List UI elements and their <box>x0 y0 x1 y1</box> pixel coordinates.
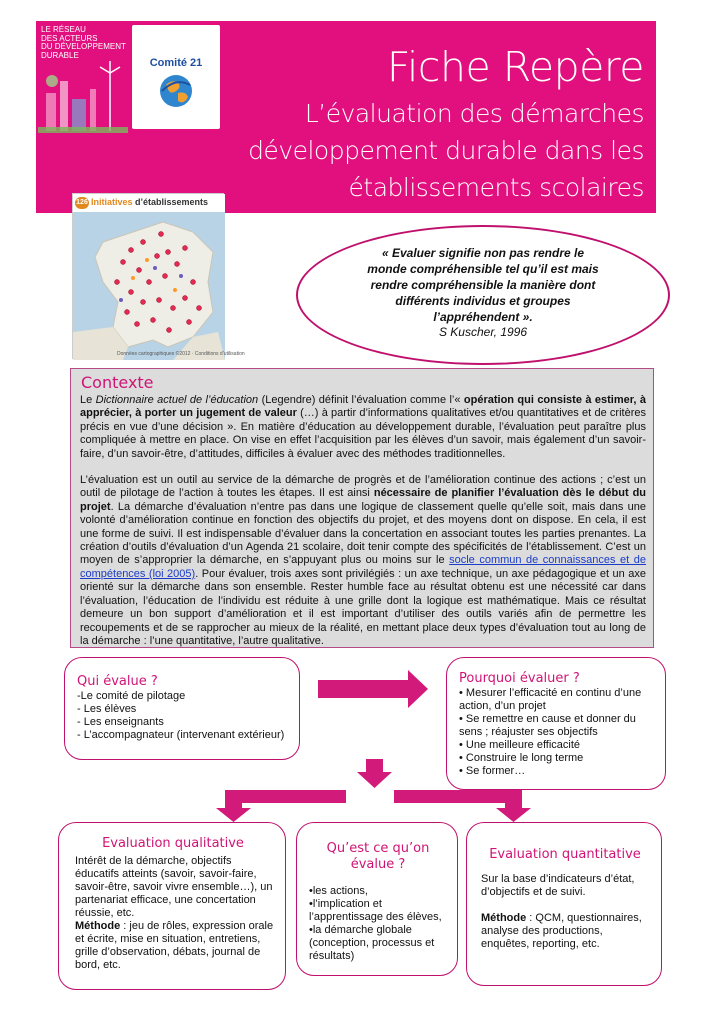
who-evaluates-box <box>64 657 300 760</box>
arrow-right-icon <box>318 670 428 708</box>
what-is-evaluated-title: Qu’est ce qu’on évalue ? <box>326 841 430 872</box>
quantitative-evaluation-body: Sur la base d’indicateurs d’état, d’objectifs et de suivi. Méthode : QCM, questionnaires, analyse des productions, enquêtes, reporting, etc. <box>481 873 642 950</box>
what-is-evaluated-box <box>296 822 458 976</box>
list-item: • Se former… <box>459 765 526 777</box>
qualitative-evaluation-box <box>58 822 286 990</box>
context-title: Contexte <box>81 373 154 392</box>
qualitative-evaluation-body: Intérêt de la démarche, objectifs éducatifs atteints (savoir, savoir-faire, savoir-être, savoir vivre ensemble…), un partenariat efficace, une concertation réussie, etc. Méthode : jeu de rôles, expression orale et écrite, mise en situation, entretiens, grille d’observation, débats, journal de bord, etc. <box>75 855 274 971</box>
list-item: - Les élèves <box>77 703 137 715</box>
map-banner-label: Initiatives d’établissements <box>91 197 209 207</box>
socle-commun-link[interactable]: socle commun de connaissances et de compétences (loi 2005) <box>80 554 646 580</box>
context-paragraph-2: L’évaluation est un outil au service de la démarche de progrès et de l’amélioration continue des actions ; c’est un outil de pilotage de l’action à toutes les étapes. Il est ainsi nécessaire de planifier l’évaluation dès le début du projet. La démarche d’évaluation n’entre pas dans une logique de classement quelle qu’elle soit, mais dans une volonté d’amélioration continue en fonction des objectifs du projet, et des moyens dont on dispose. En cela, il est une forme de suivi. Il est indispensable d’évaluer dans la concertation en associant toutes les parties prenantes. La création d’outils d’évaluation d’un Agenda 21 scolaire, doit tenir compte des spécificités de l’établissement. C’est un moyen de s’approprier la démarche, en s’appuyant plus ou moins sur le socle commun de connaissances et de compétences (loi 2005). Pour évaluer, trois axes sont privilégiés : un axe technique, un axe pédagogique et un axe orienté sur la démarche dans son ensemble. Rester humble face au résultat obtenu est une nécessité car dans l’évaluation, l’éducation de l’individu est réduite à une grille dont la logique est mathématique. Mais ce résultat demeure un bon support d’amélioration et il est important d’utiliser des outils variés afin de permettre les recoupements et de se rapprocher au mieux de la réalité, en mettant place deux types d’évaluation tout au long de la démarche : l’une quantitative, l’autre qualitative. <box>80 474 647 647</box>
who-evaluates-list <box>77 690 284 742</box>
quote-text: « Evaluer signifie non pas rendre le monde compréhensible tel qu’il est mais rendre compréhensible la manière dont différents individus et groupes l’appréhendent ». <box>367 246 599 324</box>
why-evaluate-list <box>459 687 659 778</box>
what-is-evaluated-list <box>309 885 453 963</box>
quote-author: S Kuscher, 1996 <box>438 325 528 339</box>
list-item: • Une meilleure efficacité <box>459 739 581 751</box>
list-item: - Les enseignants <box>77 716 164 728</box>
who-evaluates-title: Qui évalue ? <box>77 674 158 689</box>
qualitative-evaluation-title: Evaluation qualitative <box>102 836 244 851</box>
list-item: •l’implication et l’apprentissage des élèves, <box>309 898 442 923</box>
arrow-down-icon <box>357 759 392 788</box>
list-item: - L’accompagnateur (intervenant extérieur) <box>77 729 285 741</box>
page-title: Fiche Repère <box>386 43 644 91</box>
list-item: •la démarche globale (conception, processus et résultats) <box>309 924 435 962</box>
list-item: •les actions, <box>309 885 368 897</box>
context-paragraph-1: Le Dictionnaire actuel de l’éducation (Legendre) définit l’évaluation comme l’« opération qui consiste à estimer, à apprécier, à porter un jugement de valeur (…) à partir d’informations qualitatives et/ou quantitatives et de critères précis en vue d’une décision ». En matière d’éducation au développement durable, l’évaluation peut paraître plus compliquée à mettre en place. On vise en effet l’acquisition par les élèves d’un savoir, mais également d’un savoir-faire, d’un savoir-être, d’attitudes, difficiles à évaluer avec des méthodes traditionnelles. <box>80 394 646 460</box>
comite21-name: Comité 21 <box>149 57 203 69</box>
list-item: -Le comité de pilotage <box>77 690 186 702</box>
why-evaluate-box <box>446 657 666 790</box>
list-item: • Se remettre en cause et donner du sens ; réajuster ses objectifs <box>459 713 636 738</box>
quantitative-evaluation-box <box>466 822 662 986</box>
network-label: LE RÉSEAU DES ACTEURS DU DÉVELOPPEMENT DURABLE <box>41 25 126 60</box>
map-footer: Données cartographiques ©2012 · Conditions d’utilisation <box>117 351 245 357</box>
map-count-badge: 126 <box>75 197 89 209</box>
arrow-bent-right-icon <box>394 790 531 822</box>
list-item: • Mesurer l’efficacité en continu d’une action, d’un projet <box>459 687 642 712</box>
list-item: • Construire le long terme <box>459 752 584 764</box>
arrow-bent-left-icon <box>216 790 346 822</box>
why-evaluate-title: Pourquoi évaluer ? <box>459 671 580 686</box>
page-subtitle: L’évaluation des démarches développement durable dans les établissements scolaires <box>248 99 644 202</box>
quantitative-evaluation-title: Evaluation quantitative <box>489 847 641 862</box>
